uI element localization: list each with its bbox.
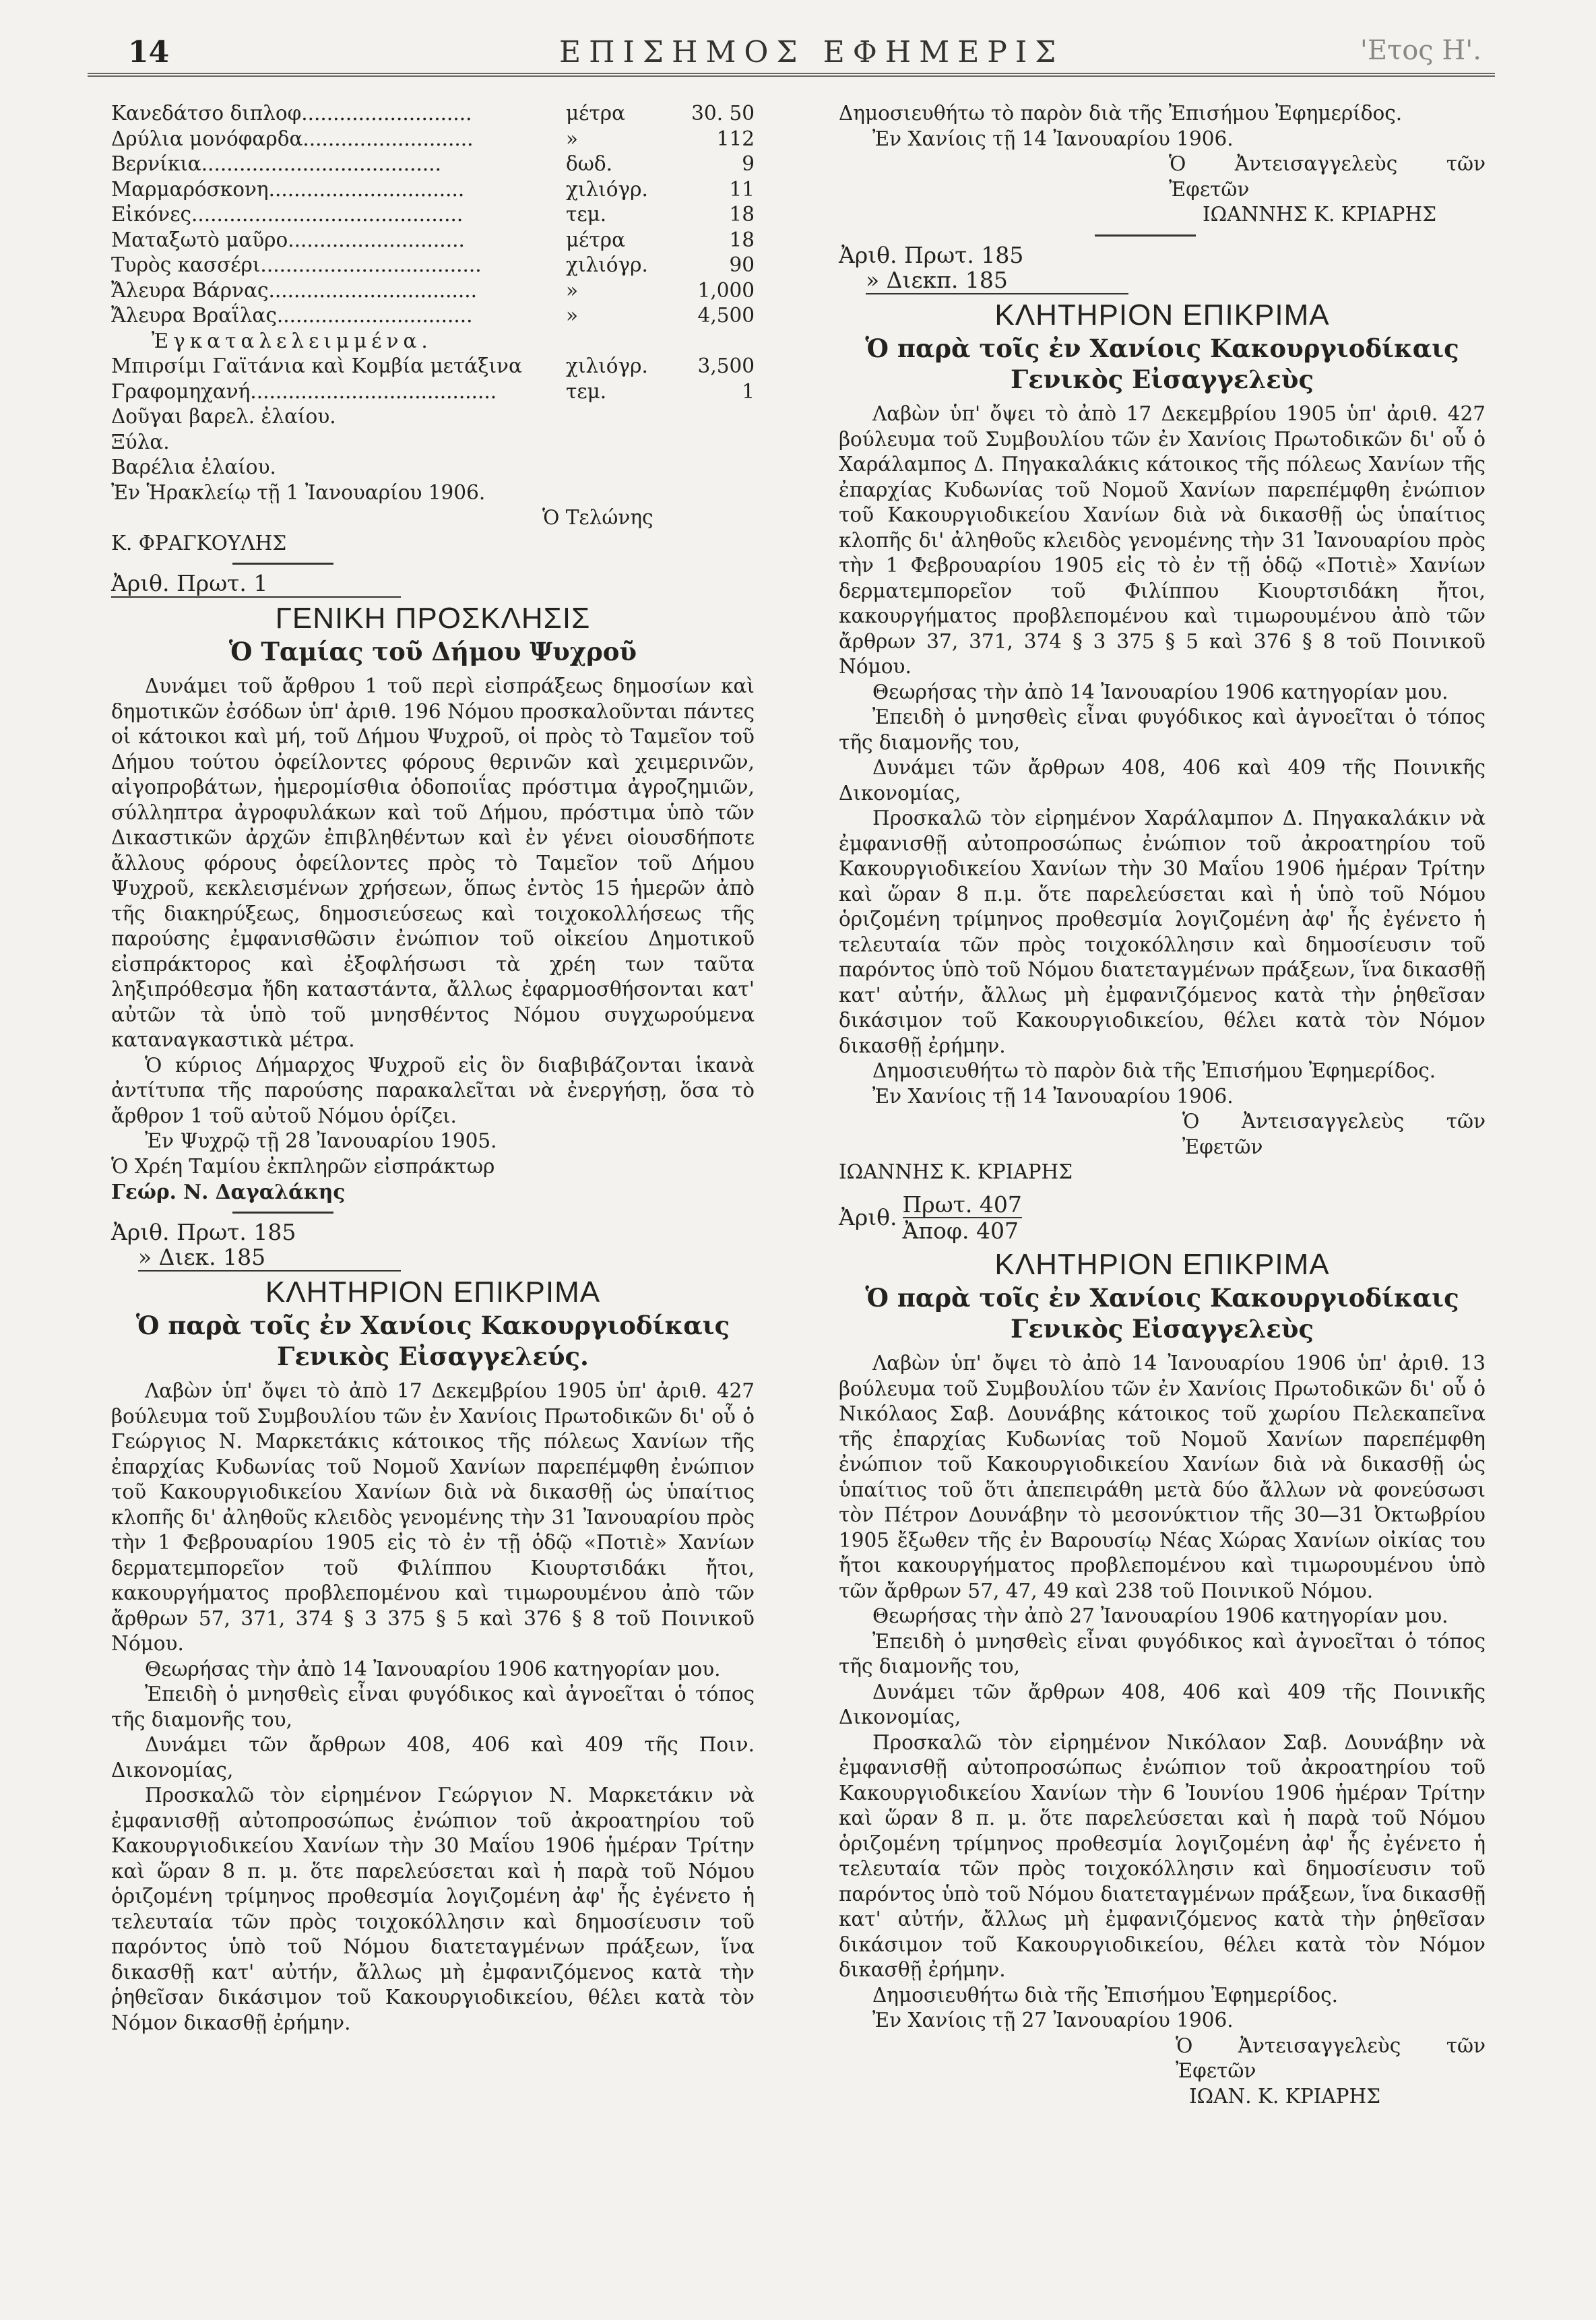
divider: [839, 228, 1486, 243]
date-line: Ἐν Χανίοις τῇ 14 Ἰανουαρίου 1906.: [872, 127, 1234, 150]
signature-role: Ὁ Ἀντεισαγγελεὺς τῶν Ἐφετῶν: [1176, 2034, 1486, 2082]
notice-title: ΚΛΗΤΗΡΙΟΝ ΕΠΙΚΡΙΜΑ: [265, 1275, 601, 1309]
notice-body: Θεωρήσας τὴν ἀπὸ 14 Ἰανουαρίου 1906 κατηγορίαν μου.: [145, 1657, 721, 1681]
notice-body: Θεωρήσας τὴν ἀπὸ 14 Ἰανουαρίου 1906 κατηγορίαν μου.: [872, 680, 1448, 703]
price-list: [111, 101, 755, 329]
reference-fraction: [839, 1192, 1486, 1244]
notice-body: Δυνάμει τοῦ ἄρθρου 1 τοῦ περὶ εἰσπράξεως δημοσίων καὶ δημοτικῶν ἐσόδων ὑπ' ἀριθ. 196 Νόμου προσκαλοῦνται πάντες οἱ κάτοικοι καὶ μή, τοῦ Δήμου Ψυχροῦ, οἱ πρὸς τὸ Ταμεῖον τοῦ Δήμου τούτου ὀφείλοντες φόρους θερινῶν καὶ χειμερινῶν, αἰγοπροβάτων, ἡμερομίσθια ὁδοποιΐας πρόστιμα ἀγροζημιῶν, σύλληπτρα ἀγροφυλάκων καὶ τοῦ Δήμου, πρόστιμα ὑπὸ τῶν Δικαστικῶν ἀρχῶν ἐπιβληθέντων καὶ ἐν γένει οἱουσδήποτε ἄλλους φόρους ὀφείλοντες πρὸς τὸ Ταμεῖον τοῦ Δήμου Ψυχροῦ, κεκλεισμένων χρήσεων, ὅπως ἐντὸς 15 ἡμερῶν ἀπὸ τῆς διακηρύξεως, δημοσιεύσεως καὶ τοιχοκολλήσεως τῆς παρούσης ἐμφανισθῶσιν ἐνώπιον τοῦ οἰκείου Δημοτικοῦ εἰσπράκτορος καὶ ἐξοφλήσωσι τὰ χρέη των ταῦτα ληξιπρόθεσμα ἤδη καταστάντα, ἄλλως ἐφαρμοσθήσονται κατ' αὐτῶν τὰ ὑπὸ τοῦ μνησθέντος Νόμου συγχωρούμενα καταναγκαστικὰ μέτρα.: [111, 675, 755, 1051]
abandoned-list: [111, 354, 755, 480]
header-rule: [88, 73, 1495, 77]
notice-subtitle: Ὁ Ταμίας τοῦ Δήμου Ψυχροῦ: [228, 637, 637, 666]
abandoned-row: Μπιρσίμι Γαϊτάνια καὶ Κομβία μετάξινα χιλιόγρ. 3,500: [111, 354, 755, 377]
signature-name: Κ. ΦΡΑΓΚΟΥΛΗΣ: [111, 531, 287, 555]
page-number: 14: [128, 35, 170, 69]
date-line: Ἐν Χανίοις τῇ 27 Ἰανουαρίου 1906.: [872, 2009, 1234, 2032]
notice-body: Δυνάμει τῶν ἄρθρων 408, 406 καὶ 409 τῆς Ποινικῆς Δικονομίας,: [839, 1680, 1486, 1728]
price-row: Ἄλευρα Βραΐλας............................... » 4,500: [111, 304, 755, 327]
notice-title: ΓΕΝΙΚΗ ΠΡΟΣΚΛΗΣΙΣ: [275, 601, 591, 635]
notice-body: Προσκαλῶ τὸν εἰρημένον Γεώργιον Ν. Μαρκετάκιν νὰ ἐμφανισθῇ αὐτοπροσώπως ἐνώπιον τοῦ ἀκροατηρίου τοῦ Κακουργιοδικείου Χανίων τὴν 30 Μαΐου 1906 ἡμέραν Τρίτην καὶ ὥραν 8 π. μ. ὅτε παρελεύσεται καὶ ἡ παρὰ τοῦ Νόμου ὁριζομένη τρίμηνος προθεσμία λογιζομένη ἀφ' ἧς ἐγένετο ἡ τελευταία τῶν πρὸς τοιχοκόλλησιν καὶ δημοσίευσιν τοῦ παρόντος ὑπὸ τοῦ Νόμου διατεταγμένων πράξεων, ἵνα δικασθῇ κατ' αὐτήν, ἄλλως μὴ ἐμφανιζόμενος κατὰ τὴν ῥηθεῖσαν δικάσιμον τοῦ Κακουργιοδικείου, θέλει κατὰ τὸν Νόμον δικασθῇ ἐρήμην.: [111, 1784, 755, 2034]
divider: [111, 1205, 755, 1220]
publish-line: Δημοσιευθήτω τὸ παρὸν διὰ τῆς Ἐπισήμου Ἐφημερίδος.: [839, 102, 1403, 125]
price-row: Βερνίκια...................................... δωδ. 9: [111, 152, 755, 175]
notice-subtitle: Ὁ παρὰ τοῖς ἐν Χανίοις Κακουργιοδίκαις Γενικὸς Εἰσαγγελεὺς: [865, 1283, 1459, 1344]
dispatch-number: » Διεκπ. 185: [866, 268, 1128, 294]
price-row: Ἄλευρα Βάρνας................................. » 1,000: [111, 278, 755, 302]
abandoned-row: Ξύλα.: [111, 430, 170, 453]
page-header: [128, 35, 1481, 70]
date-line: Ἐν Ψυχρῷ τῇ 28 Ἰανουαρίου 1905.: [145, 1129, 497, 1152]
signature-name: ΙΩΑΝ. Κ. ΚΡΙΑΡΗΣ: [1189, 2084, 1381, 2108]
abandoned-row: Δοῦγαι βαρελ. ἐλαίου.: [111, 405, 336, 428]
reference-number: Ἀριθ. Πρωτ. 185: [111, 1218, 296, 1245]
price-row: Δρύλια μονόφαρδα........................... » 112: [111, 127, 755, 150]
abandoned-heading: Ἐγκαταλελειμμένα.: [152, 329, 433, 352]
notice-body: Προσκαλῶ τὸν εἰρημένον Νικόλαον Σαβ. Δουνάβην νὰ ἐμφανισθῇ αὐτοπροσώπως ἐνώπιον τοῦ ἀκροατηρίου τοῦ Κακουργιοδικείου Χανίων τὴν 6 Ἰουνίου 1906 ἡμέραν Τρίτην καὶ ὥραν 8 π. μ. ὅτε παρελεύσεται καὶ ἡ παρὰ τοῦ Νόμου ὁριζομένη τρίμηνος προθεσμία λογιζομένη ἀφ' ἧς ἐγένετο ἡ τελευταία τῶν πρὸς τοιχοκόλλησιν καὶ δημοσίευσιν τοῦ παρόντος ὑπὸ τοῦ Νόμου διατεταγμένων πράξεων, ἵνα δικασθῇ κατ' αὐτήν, ἄλλως μὴ ἐμφανιζόμενος κατὰ τὴν ῥηθεῖσαν δικάσιμον τοῦ Κακουργιοδικείου, θέλει κατὰ τὸν Νόμον δικασθῇ ἐρήμην.: [839, 1730, 1486, 1981]
notice-body: Θεωρήσας τὴν ἀπὸ 27 Ἰανουαρίου 1906 κατηγορίαν μου.: [872, 1604, 1448, 1627]
reference-number: Ἀριθ. Πρωτ. 1: [111, 571, 401, 598]
fraction: [903, 1192, 1022, 1244]
notice-title: ΚΛΗΤΗΡΙΟΝ ΕΠΙΚΡΙΜΑ: [994, 298, 1330, 332]
right-column: [839, 101, 1486, 2109]
notice-title: ΚΛΗΤΗΡΙΟΝ ΕΠΙΚΡΙΜΑ: [994, 1247, 1330, 1281]
divider: [111, 556, 755, 571]
notice-body: Ἐπειδὴ ὁ μνησθεὶς εἶναι φυγόδικος καὶ ἀγνοεῖται ὁ τόπος τῆς διαμονῆς του,: [839, 706, 1486, 754]
notice-subtitle: Ὁ παρὰ τοῖς ἐν Χανίοις Κακουργιοδίκαις Γενικὸς Εἰσαγγελεὺς: [865, 334, 1459, 394]
signature-role: Ὁ Τελώνης: [542, 506, 653, 529]
signature-name: ΙΩΑΝΝΗΣ Κ. ΚΡΙΑΡΗΣ: [839, 1160, 1073, 1183]
notice-body: Προσκαλῶ τὸν εἰρημένον Χαράλαμπον Δ. Πηγακαλάκιν νὰ ἐμφανισθῇ αὐτοπροσώπως ἐνώπιον τοῦ ἀκροατηρίου τοῦ Κακουργιοδικείου Χανίων τὴν 30 Μαΐου 1906 ἡμέραν Τρίτην καὶ ὥραν 8 π.μ. ὅτε παρελεύσεται καὶ ἡ ὑπὸ τοῦ Νόμου ὁριζομένη τρίμηνος προθεσμία λογιζομένη ἀφ' ἧς ἐγένετο ἡ τελευταία τῶν πρὸς τοιχοκόλλησιν καὶ δημοσίευσιν τοῦ παρόντος ὑπὸ τοῦ Νόμου διατεταγμένων πράξεων, ἵνα δικασθῇ κατ' αὐτήν, ἄλλως μὴ ἐμφανιζόμενος κατὰ τὴν ῥηθεῖσαν δικάσιμον τοῦ Κακουργιοδικείου, θέλει κατὰ τὸν Νόμον δικασθῇ ἐρήμην.: [839, 807, 1486, 1057]
price-row: Εἰκόνες........................................... τεμ. 18: [111, 203, 755, 226]
date-line: Ἐν Χανίοις τῇ 14 Ἰανουαρίου 1906.: [872, 1084, 1234, 1108]
signature-role: Ὁ Ἀντεισαγγελεὺς τῶν Ἐφετῶν: [1182, 1110, 1486, 1158]
abandoned-row: Γραφομηχανή....................................... τεμ. 1: [111, 379, 755, 403]
publish-line: Δημοσιευθήτω τὸ παρὸν διὰ τῆς Ἐπισήμου Ἐφημερίδος.: [872, 1059, 1436, 1082]
reference-number: Ἀριθ. Πρωτ. 185: [839, 241, 1024, 268]
price-row: Μαρμαρόσκονη............................... χιλιόγρ. 11: [111, 177, 755, 201]
notice-body: Λαβὼν ὑπ' ὄψει τὸ ἀπὸ 17 Δεκεμβρίου 1905 ὑπ' ἀριθ. 427 βούλευμα τοῦ Συμβουλίου τῶν ἐν Χανίοις Πρωτοδικῶν δι' οὗ ὁ Χαράλαμπος Δ. Πηγακαλάκις κάτοικος τῆς πόλεως Χανίων τῆς ἐπαρχίας Κυδωνίας τοῦ Νομοῦ Χανίων παρεπέμφθη ἐνώπιον τοῦ Κακουργιοδικείου Χανίων διὰ νὰ δικασθῇ ὡς ὑπαίτιος κλοπῆς δι' ἀληθοῦς κλειδὸς γενομένης τὴν 31 Ἰανουαρίου πρὸς τὴν 1 Φεβρουαρίου 1905 εἰς τὸ ἐν τῇ ὁδῷ «Ποτιὲ» Χανίων δερματεμπορεῖον τοῦ Φιλίππου Κιουρτσιδάκη ἤτοι, κακουργήματος προβλεπομένου καὶ τιμωρουμένου ἀπὸ τῶν ἄρθρων 37, 371, 374 § 3 375 § 5 καὶ 376 § 8 τοῦ Ποινικοῦ Νόμου.: [839, 402, 1486, 678]
price-row: Κανεδάτσο διπλοφ........................... μέτρα 30. 50: [111, 102, 755, 125]
notice-body: Λαβὼν ὑπ' ὄψει τὸ ἀπὸ 14 Ἰανουαρίου 1906 ὑπ' ἀριθ. 13 βούλευμα τοῦ Συμβουλίου τῶν ἐν Χανίοις Πρωτοδικῶν δι' οὗ ὁ Νικόλαος Σαβ. Δουνάβης κάτοικος τοῦ χωρίου Πελεκαπεῖνα τῆς ἐπαρχίας Κυδωνίας τοῦ Νομοῦ Χανίων παρεπέμφθη ἐνώπιον τοῦ Κακουργιοδικείου Χανίων διὰ νὰ δικασθῇ ὡς ὑπαίτιος τοῦ ὅτι ἀπεπειράθη μετὰ δύο ἄλλων νὰ φονεύσωσι τὸν Πέτρον Δουνάβην τὸ μεσονύκτιον τῆς 30—31 Ὀκτωβρίου 1905 ἔξωθεν τῆς ἐν Βαρουσίῳ Νέας Χώρας Χανίων οἰκίας του ἤτοι κακουργήματος προβλεπομένου καὶ τιμωρουμένου ὑπὸ τῶν ἄρθρων 57, 47, 49 καὶ 238 τοῦ Ποινικοῦ Νόμου.: [839, 1352, 1486, 1602]
protocol-number: Πρωτ. 407: [902, 1191, 1022, 1218]
signature-name: Γεώρ. Ν. Δαγαλάκης: [111, 1180, 346, 1203]
price-row: Ματαξωτὸ μαῦρο............................ μέτρα 18: [111, 228, 755, 251]
notice-body: Ἐπειδὴ ὁ μνησθεὶς εἶναι φυγόδικος καὶ ἀγνοεῖται ὁ τόπος τῆς διαμονῆς του,: [111, 1683, 755, 1731]
decision-number: Ἀποφ. 407: [902, 1218, 1019, 1244]
date-line: Ἐν Ἡρακλείῳ τῇ 1 Ἰανουαρίου 1906.: [111, 480, 486, 504]
signature-role: Ὁ Χρέη Ταμίου ἐκπληρῶν εἰσπράκτωρ: [111, 1154, 495, 1178]
signature-name: ΙΩΑΝΝΗΣ Κ. ΚΡΙΑΡΗΣ: [1203, 203, 1437, 226]
notice-body: Ὁ κύριος Δήμαρχος Ψυχροῦ εἰς ὃν διαβιβάζονται ἱκανὰ ἀντίτυπα τῆς παρούσης παρακαλεῖται νὰ ἐνεργήσῃ, ὅσα τὸ ἄρθρον 1 τοῦ αὐτοῦ Νόμου ὁρίζει.: [111, 1053, 755, 1127]
price-row: Τυρὸς κασσέρι................................... χιλιόγρ. 90: [111, 253, 755, 276]
reference-prefix: Ἀριθ.: [839, 1204, 897, 1231]
abandoned-row: Βαρέλια ἐλαίου.: [111, 456, 276, 478]
signature-role: Ὁ Ἀντεισαγγελεὺς τῶν Ἐφετῶν: [1169, 152, 1486, 201]
left-column: [111, 101, 755, 2036]
publish-line: Δημοσιευθήτω διὰ τῆς Ἐπισήμου Ἐφημερίδος.: [872, 1983, 1338, 2007]
dispatch-number: » Διεκ. 185: [138, 1245, 401, 1272]
notice-body: Δυνάμει τῶν ἄρθρων 408, 406 καὶ 409 τῆς Ποινικῆς Δικονομίας,: [839, 756, 1486, 805]
notice-body: Δυνάμει τῶν ἄρθρων 408, 406 καὶ 409 τῆς Ποιν. Δικονομίας,: [111, 1733, 755, 1782]
notice-body: Λαβὼν ὑπ' ὄψει τὸ ἀπὸ 17 Δεκεμβρίου 1905 ὑπ' ἀριθ. 427 βούλευμα τοῦ Συμβουλίου τῶν ἐν Χανίοις Πρωτοδικῶν δι' οὗ ὁ Γεώργιος Ν. Μαρκετάκις κάτοικος τῆς πόλεως Χανίων τῆς ἐπαρχίας Κυδωνίας τοῦ Νομοῦ Χανίων παρεπέμφθη ἐνώπιον τοῦ Κακουργιοδικείου Χανίων διὰ νὰ δικασθῇ ὡς ὑπαίτιος κλοπῆς δι' ἀληθοῦς κλειδὸς γενομένης τὴν 31 Ἰανουαρίου πρὸς τὴν 1 Φεβρουαρίου 1905 εἰς τὸ ἐν τῇ ὁδῷ «Ποτιὲ» Χανίων δερματεμπορεῖον τοῦ Φιλίππου Κιουρτσιδάκι ἤτοι, κακουργήματος προβλεπομένου καὶ τιμωρουμένου ἀπὸ τῶν ἄρθρων 57, 371, 374 § 3 375 § 5 καὶ 376 § 8 τοῦ Ποινικοῦ Νόμου.: [111, 1379, 755, 1655]
notice-subtitle: Ὁ παρὰ τοῖς ἐν Χανίοις Κακουργιοδίκαις Γενικὸς Εἰσαγγελεύς.: [135, 1311, 730, 1371]
notice-body: Ἐπειδὴ ὁ μνησθεὶς εἶναι φυγόδικος καὶ ἀγνοεῖται ὁ τόπος τῆς διαμονῆς του,: [839, 1629, 1486, 1678]
masthead: ΕΠΙΣΗΜΟΣ ΕΦΗΜΕΡΙΣ: [559, 35, 1064, 69]
year-label: 'Ετος Η'.: [1360, 35, 1481, 66]
